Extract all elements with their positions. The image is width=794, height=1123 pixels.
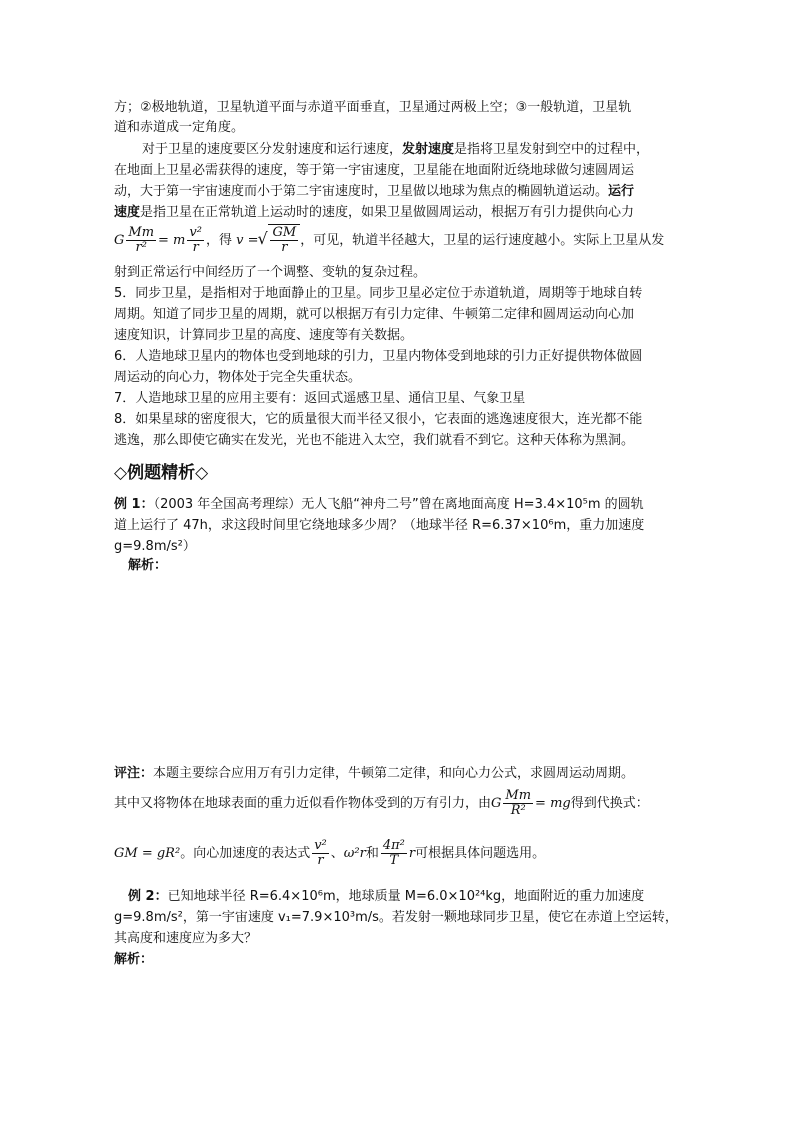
paragraph-line: 6．人造地球卫星内的物体也受到地球的引力，卫星内物体受到地球的引力正好提供物体做圆 [114,349,643,364]
text-run: 得到代换式： [570,796,649,811]
note-line [114,788,649,820]
formula-centripetal-2: ω²r [343,846,366,861]
text-run: 是指将卫星发射到空中的过程中， [454,142,650,157]
text-run: ，可见，轨道半径越大，卫星的运行速度越小。实际上卫星从发 [300,233,665,248]
paragraph-line: 射到正常运行中间经历了一个调整、变轨的复杂过程。 [114,265,427,280]
formula-velocity: v = √ $\frac{GM}{r}$ [236,233,300,248]
paragraph-line: 逃逸，那么即使它确实在发光，光也不能进入太空，我们就看不到它。这种天体称为黑洞。 [114,433,635,448]
analysis-label: 解析： [114,952,154,967]
example-2-line [128,887,644,907]
paragraph-line: 周期。知道了同步卫星的周期，就可以根据万有引力定律、牛顿第二定律和圆周运动向心加 [114,307,635,322]
paragraph-line: 速度知识，计算同步卫星的高度、速度等有关数据。 [114,328,414,343]
section-heading: ◇例题精析◇ [114,463,209,483]
note-label: 评注： [114,766,154,781]
text-run: 已知地球半径 R=6.4×10⁶m，地球质量 M=6.0×10²⁴kg，地面附近的重力加速度 [167,889,645,904]
text-run: ，得 [205,233,232,248]
formula-surface-gravity: G $\frac{Mm}{\text{R²}}$ = mg [491,788,571,818]
text-run: 是指卫星在正常轨道上运动时的速度，如果卫星做圆周运动，根据万有引力提供向心力 [140,205,635,220]
bold-term: 速度 [114,205,141,220]
paragraph-line: 周运动的向心力，物体处于完全失重状态。 [114,370,362,385]
paragraph-line: 道和赤道成一定角度。 [114,120,245,135]
paragraph-line [142,140,649,160]
text-run: 对于卫星的速度要区分发射速度和运行速度， [142,142,403,157]
paragraph-line: 8．如果星球的密度很大，它的质量很大而半径又很小，它表面的逃逸速度很大，连光都不能 [114,412,643,427]
formula-gm: GM = gR² [114,846,181,861]
bold-term: 运行 [608,184,635,199]
paragraph-line: 7．人造地球卫星的应用主要有：返回式遥感卫星、通信卫星、气象卫星 [114,391,526,406]
example-2-line: g=9.8m/s²，第一宇宙速度 v₁=7.9×10³m/s。若发射一颗地球同步卫星，使它在赤道上空运转， [114,910,678,925]
analysis-label: 解析： [128,558,168,573]
example-2-line: 其高度和速度应为多大？ [114,931,258,946]
formula-gravity: G $\frac{Mm}{\text{r²}}$ = m $\frac{\text{v²}}{r}$ [114,225,202,255]
formula-line [114,224,664,257]
text-run: 动，大于第一宇宙速度而小于第二宇宙速度时，卫星做以地球为焦点的椭圆轨道运动。 [114,184,609,199]
bold-term: 发射速度 [402,142,455,157]
note-line [114,836,545,872]
paragraph-line: 在地面上卫星必需获得的速度，等于第一宇宙速度，卫星能在地面附近绕地球做匀速圆周运 [114,163,635,178]
text-run: 其中又将物体在地球表面的重力近似看作物体受到的万有引力，由 [114,796,492,811]
text-run: 。向心加速度的表达式 [180,846,311,861]
text-run: 本题主要综合应用万有引力定律，牛顿第二定律，和向心力公式，求圆周运动周期。 [153,766,635,781]
example-label: 例 2： [128,889,168,904]
text-run: （2003 年全国高考理综）无人飞船“神舟二号”曾在离地面高度 H=3.4×10⁵m 的圆轨 [153,497,644,512]
formula-centripetal-1: $\frac{\text{v²}}{r}$ [314,838,327,868]
paragraph-line [114,203,634,223]
paragraph-line: 方；②极地轨道，卫星轨道平面与赤道平面垂直，卫星通过两极上空；③一般轨道，卫星轨 [114,100,632,115]
text-run: 可根据具体问题选用。 [415,846,546,861]
text-run: 和 [365,846,379,861]
paragraph-line: 5．同步卫星，是指相对于地面静止的卫星。同步卫星必定位于赤道轨道，周期等于地球自转 [114,286,643,301]
example-1-line [114,495,644,515]
formula-centripetal-3: $\frac{\text{4π²}}{T}$ r [382,838,416,868]
example-1-line: g=9.8m/s²） [114,539,196,554]
example-label: 例 1： [114,497,154,512]
text-run: 、 [330,846,344,861]
note-line [114,764,634,784]
paragraph-line [114,182,634,202]
example-1-line: 道上运行了 47h，求这段时间里它绕地球多少周？（地球半径 R=6.37×10⁶m，重力加速度 [114,518,645,533]
